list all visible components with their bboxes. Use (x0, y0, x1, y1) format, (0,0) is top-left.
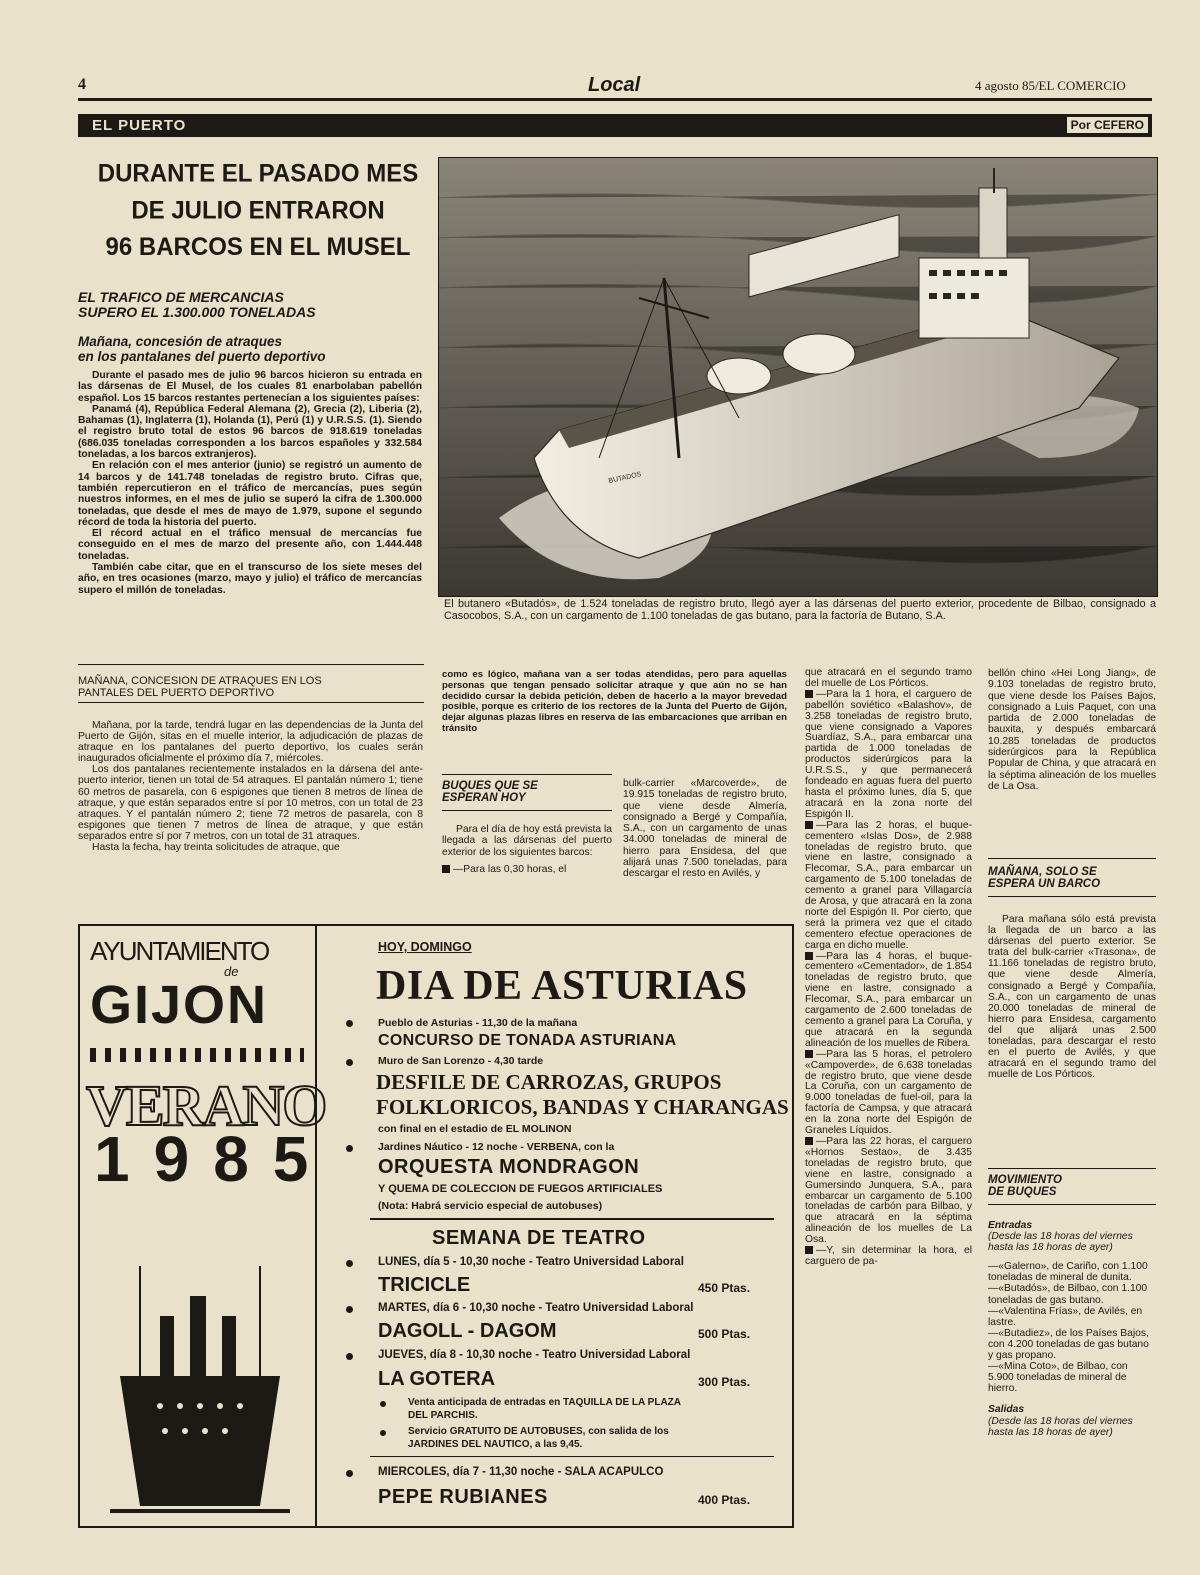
atraques-title-rule (78, 702, 424, 703)
ad-divider (370, 1218, 774, 1220)
bullet-icon (805, 952, 813, 960)
header-rule (78, 98, 1152, 101)
ev3-where: Jardines Náutico - 12 noche - VERBENA, con la (378, 1141, 615, 1153)
buques-title-rule (442, 810, 612, 811)
buques-intro (442, 824, 612, 875)
atraques-body (78, 720, 423, 853)
t1-when: LUNES, día 5 - 10,30 noche - Teatro Universidad Laboral (378, 1256, 684, 1268)
serv-1: Servicio GRATUITO DE AUTOBUSES, con salida de los (408, 1426, 669, 1437)
t1-dot (346, 1260, 353, 1267)
band-label: EL PUERTO (92, 117, 187, 134)
ev2-title-2: FOLKLORICOS, BANDAS Y CHARANGAS (376, 1095, 789, 1119)
ev3-sub: Y QUEMA DE COLECCION DE FUEGOS ARTIFICIALES (378, 1183, 663, 1195)
buques-title-line-1: BUQUES QUE SE (442, 780, 538, 792)
col3-item: —Y, sin determinar la hora, el carguero de pa- (805, 1245, 972, 1267)
col3-item: —Para las 2 horas, el buque-cementero «Islas Dos», de 2.988 toneladas de registro bruto, que viene en lastre, consignado a Flecomar, S.A., para embarcar un cargamento de 5.100 toneladas de cemento a granel para Villagarcía de Arosa, y que atracará en la zona norte del Espigón II. Por cierto, que será la primera vez que el citado cementero efectue operaciones de carga en dicho muelle. (805, 819, 972, 951)
subhead2-line-1: Mañana, concesión de atraques (78, 334, 283, 349)
ev2-dot (346, 1059, 353, 1066)
t3-name: LA GOTERA (378, 1368, 496, 1390)
buques-col2: bulk-carrier «Marcoverde», de 19.915 toneladas de registro bruto, que viene desde Almería, consignado a Bergé y Compañía, S.A., con un cargamento de unas 34.000 toneladas de mineral de hierro para Ensidesa, del que alijará unas 7.500 toneladas, para descargar el resto en Avilés, y (623, 778, 787, 880)
col3-item: —Para las 5 horas, el petrolero «Campoverde», de 6.638 toneladas de registro bruto, que viene desde La Coruña, con un cargamento de 9.000 toneladas de fuel-oil, para la factoría de Campsa, y que atracará en la zona norte del Espigón de Graneles Líquidos. (805, 1048, 972, 1137)
main-subhead (78, 290, 438, 320)
t3-dot (346, 1353, 353, 1360)
ev3-dot (346, 1145, 353, 1152)
serv-dot (380, 1430, 386, 1436)
bullet-icon (805, 1137, 813, 1145)
col3-item: —Para las 22 horas, el carguero «Hornos Sestao», de 3.435 toneladas de registro bruto, que viene en lastre, consignado a Gumersindo Junquera, S.A., para embarcar un cargamento de 5.100 toneladas de carbón para Bilbao, y que atracará en la séptima alineación de los muelles de La Osa. (805, 1135, 972, 1246)
solo-body (988, 914, 1156, 1080)
article-paragraph: En relación con el mes anterior (junio) se registró un aumento de 14 barcos y de 141.748 toneladas de registro bruto. Cifras que, también repercutieron en el tráfico de mercancías, pues según nuestros informes, en el mes de julio se superó la cifra de 1.300.000 toneladas, que desde el mes de mayo de 1.979, supone el segundo récord de toda la historia del puerto. (78, 460, 422, 528)
section-divider (78, 664, 424, 665)
article-paragraph: También cabe citar, que en el transcurso de los siete meses del año, en tres ocasiones (marzo, mayo y julio) el tráfico de mercancías supero el millón de toneladas. (78, 562, 422, 596)
bullet-icon (805, 1246, 813, 1254)
steamship-icon (110, 1226, 290, 1516)
article-paragraph: El récord actual en el tráfico mensual de mercancías fue conseguido en el mes de marzo del presente año, con 1.444.448 toneladas. (78, 528, 422, 562)
solo-title-line-1: MAÑANA, SOLO SE (988, 866, 1097, 878)
buques-title-line-2: ESPERAN HOY (442, 792, 526, 804)
atraques-paragraph: Hasta la fecha, hay treinta solicitudes de atraque, que (92, 842, 340, 854)
t2-price: 500 Ptas. (698, 1327, 751, 1341)
ev1-title: CONCURSO DE TONADA ASTURIANA (378, 1032, 677, 1049)
ev1-dot (346, 1020, 353, 1027)
atraques-continuation: como es lógico, mañana van a ser todas atendidas, pero para aquellas personas que tengan pensado solicitar atraque y que aún no se han decidido cursar la debida petición, deben de hacerlo a la mayor brevedad posible, porque es criterio de los rectores de la Junta del Puerto de Gijón, dejar algunas plazas libres en reserva de las embarcaciones que arriban en tránsito (442, 669, 787, 734)
ornament-row (90, 1048, 304, 1062)
mov-title-line-2: DE BUQUES (988, 1186, 1057, 1198)
bullet-icon (442, 865, 450, 873)
main-article-body (78, 370, 422, 596)
ayuntamiento-text: AYUNTAMIENTO (90, 936, 269, 966)
bullet-icon (805, 821, 813, 829)
solo-title (988, 866, 1156, 890)
verano-text: VERANO (86, 1073, 326, 1138)
de-text: de (224, 964, 239, 979)
t2-name: DAGOLL - DAGOM (378, 1320, 557, 1342)
section-title: Local (588, 74, 641, 96)
t2-dot (346, 1306, 353, 1313)
date-paper: 4 agosto 85/EL COMERCIO (975, 78, 1126, 93)
t2-when: MARTES, día 6 - 10,30 noche - Teatro Universidad Laboral (378, 1302, 694, 1314)
col3-item: —Para la 1 hora, el carguero de pabellón soviético «Balashov», de 3.258 toneladas de registro bruto, que viene consignado a Vapores Suardíaz, S.A., para embarcar una partida de 1.000 toneladas de productos siderúrgicos para la U.R.S.S., y que permanecerá fondeado en aguas fuera del puerto hasta el próximo lunes, día 5, que atracará en la zona norte del Espigón II. (805, 688, 972, 820)
subhead2-line-2: en los pantalanes del puerto deportivo (78, 349, 326, 364)
t1-name: TRICICLE (378, 1274, 471, 1296)
ship-illustration (439, 158, 1157, 596)
entradas-note: (Desde las 18 horas del viernes hasta las 18 horas de ayer) (988, 1231, 1133, 1254)
ev2-title-1: DESFILE DE CARROZAS, GRUPOS (376, 1070, 722, 1094)
serv-2: JARDINES DEL NAUTICO, a las 9,45. (408, 1439, 583, 1450)
bullet-icon (805, 1050, 813, 1058)
band-author: Por CEFERO (1067, 117, 1148, 133)
t3-price: 300 Ptas. (698, 1375, 751, 1389)
buques-top-rule (442, 774, 612, 775)
buques-first-entry (442, 864, 612, 875)
atraques-paragraph: Los dos pantalanes recientemente instalados en la dársena del ante-puerto interior, tienen un total de 54 atraques. El pantalán número 1; tiene 60 metros de pasarela, con 6 espigones que tienen 8 metros de línea de atraque, y que están separados entre sí por 10 metros, con un total de 23 atraques. Y el pantalán número 2; tiene 72 metros de pasarela, con 8 espigones que tienen 7 metros de línea de atraque, y que están separados entre sí por 7 metros, con un total de 31 atraques. (78, 764, 423, 842)
page-number: 4 (78, 76, 86, 93)
entradas-label: Entradas (988, 1220, 1033, 1231)
t4-dot (346, 1470, 353, 1477)
buques-title (442, 780, 612, 804)
bullet-icon (805, 690, 813, 698)
article-paragraph: Durante el pasado mes de julio 96 barcos hicieron su entrada en las dársenas de El Musel, de los cuales 81 enarbolaban pabellón español. Los 15 barcos restantes pertenecían a los siguientes países: (78, 370, 422, 404)
headline-line-3: 96 BARCOS EN EL MUSEL (105, 233, 411, 262)
atraques-paragraph: Mañana, por la tarde, tendrá lugar en las dependencias de la Junta del Puerto de Gijón, sitas en el muelle interior, la adjudicación de plazas de atraque en los pantalanes del puerto deportivo, los cuales serán inaugurados oficialmente el próximo día 7, miércoles. (78, 720, 423, 765)
hoy-label: HOY, DOMINGO (378, 940, 472, 954)
entrada-item: —«Valentina Frías», de Avilés, en lastre. (988, 1305, 1143, 1328)
venta-2: DEL PARCHIS. (408, 1410, 478, 1421)
ad-box (78, 924, 794, 1528)
venta-dot (380, 1401, 386, 1407)
entrada-item: —«Mina Coto», de Bilbao, con 5.900 toneladas de mineral de hierro. (988, 1361, 1128, 1395)
mov-title-rule (988, 1204, 1156, 1205)
entrada-item: —«Butadós», de Bilbao, con 1.100 toneladas de gas butano. (988, 1283, 1148, 1306)
solo-title-line-2: ESPERA UN BARCO (988, 878, 1101, 890)
mov-body (988, 1220, 1156, 1438)
mov-title-line-1: MOVIMIENTO (988, 1174, 1062, 1186)
headline-line-1: DURANTE EL PASADO MES (97, 159, 419, 188)
solo-title-rule (988, 896, 1156, 897)
buques-first-text: —Para las 0,30 horas, el (453, 863, 567, 875)
ship-photo (438, 157, 1158, 597)
t4-when: MIERCOLES, día 7 - 11,30 noche - SALA ACAPULCO (378, 1466, 664, 1478)
t3-when: JUEVES, día 8 - 10,30 noche - Teatro Universidad Laboral (378, 1349, 691, 1361)
ev3-note: (Nota: Habrá servicio especial de autobuses) (378, 1200, 603, 1212)
salidas-label: Salidas (988, 1404, 1025, 1416)
entrada-item: —«Galerno», de Cariño, con 1.100 toneladas de mineral de dunita. (988, 1261, 1148, 1284)
teatro-title: SEMANA DE TEATRO (432, 1227, 646, 1249)
solo-text: Para mañana sólo está prevista la llegada de un barco a las dársenas del puerto exterior. Se trata del bulk-carrier «Trasona», de 11.166 toneladas de registro bruto, que viene desde Almería, consignado a Bergé y Compañía, S.A., con un cargamento de unas 20.000 toneladas de mineral de hierro para Ensidesa, cargamento del que alijará unas 2.500 toneladas, para descargar el resto en el puerto de Avilés, y que atracará en el segundo tramo del muelle de Los Pórticos. (988, 914, 1156, 1081)
headline-line-2: DE JULIO ENTRARON (131, 196, 385, 225)
dia-title: DIA DE ASTURIAS (376, 963, 748, 1009)
ad-left-panel (80, 926, 333, 1526)
article-paragraph: Panamá (4), República Federal Alemana (2), Grecia (2), Liberia (2), Bahamas (1), Inglaterra (1), Holanda (1), Perú (1) y U.R.S.S. (1). Siendo el registro bruto total de estos 96 barcos de 918.619 toneladas (686.035 toneladas corresponden a los barcos españoles y 332.584 toneladas, a los barcos extranjeros). (78, 403, 422, 461)
photo-caption: El butanero «Butadós», de 1.524 toneladas de registro bruto, llegó ayer a las dársenas del puerto exterior, procedente de Bilbao, consignado a Casocobos, S.A., con un cargamento de 1.100 toneladas de gas butano, para la factoría de Butano, S.A. (444, 598, 1156, 622)
mov-title (988, 1174, 1156, 1198)
mov-top-rule (988, 1168, 1156, 1169)
ev2-where: Muro de San Lorenzo - 4,30 tarde (378, 1055, 544, 1067)
atraques-title: MAÑANA, CONCESION DE ATRAQUES EN LOS PANTALES DEL PUERTO DEPORTIVO (78, 675, 322, 699)
col3-item: —Para las 4 horas, el buque-cementero «Cementador», de 1.854 toneladas de registro bruto, que viene en lastre, consignado a Flecomar, S.A., para embarcar un cargamento de 2.600 toneladas de cemento a granel para La Coruña, y que atracará en la segunda alineación de los muelles de Ribera. (805, 950, 972, 1049)
t4-name: PEPE RUBIANES (378, 1486, 548, 1508)
subhead-line-2: SUPERO EL 1.300.000 TONELADAS (78, 304, 316, 320)
salidas-note: (Desde las 18 horas del viernes hasta las 18 horas de ayer) (988, 1415, 1133, 1438)
col3-item: que atracará en el segundo tramo del muelle de Los Pórticos. (805, 667, 972, 689)
buques-col3 (805, 668, 972, 1268)
t1-price: 450 Ptas. (698, 1281, 751, 1295)
t4-price: 400 Ptas. (698, 1493, 751, 1507)
ev3-title: ORQUESTA MONDRAGON (378, 1156, 640, 1178)
section-band (78, 114, 1152, 137)
gijon-text: GIJON (90, 975, 269, 1035)
ev1-where: Pueblo de Asturias - 11,30 de la mañana (378, 1017, 578, 1029)
bow-text: BUTADOS (607, 471, 643, 485)
venta-1: Venta anticipada de entradas en TAQUILLA DE LA PLAZA (408, 1397, 682, 1408)
subhead-line-1: EL TRAFICO DE MERCANCIAS (78, 289, 284, 305)
main-subhead-2 (78, 334, 438, 364)
buques-intro-text: Para el día de hoy está prevista la llegada a las dársenas del puerto exterior de los siguientes barcos: (442, 824, 612, 858)
ev2-note: con final en el estadio de EL MOLINON (378, 1123, 572, 1135)
ad-divider-2 (370, 1456, 774, 1457)
entrada-item: —«Butadiez», de los Países Bajos, con 4.200 toneladas de gas butano y gas propano. (988, 1327, 1149, 1362)
buques-col4: bellón chino «Hei Long Jiang», de 9.103 toneladas de registro bruto, que viene desde los Países Bajos, consignado a Luis Paquet, con una partida de 2.000 toneladas de bauxita, y después embarcará 10.285 toneladas de productos siderúrgicos para la República Popular de China, y que atracará en la séptima alineación de los muelles de La Osa. (988, 668, 1156, 792)
year-text: 1985 (94, 1123, 333, 1195)
solo-top-rule (988, 858, 1156, 859)
main-headline (78, 155, 438, 265)
